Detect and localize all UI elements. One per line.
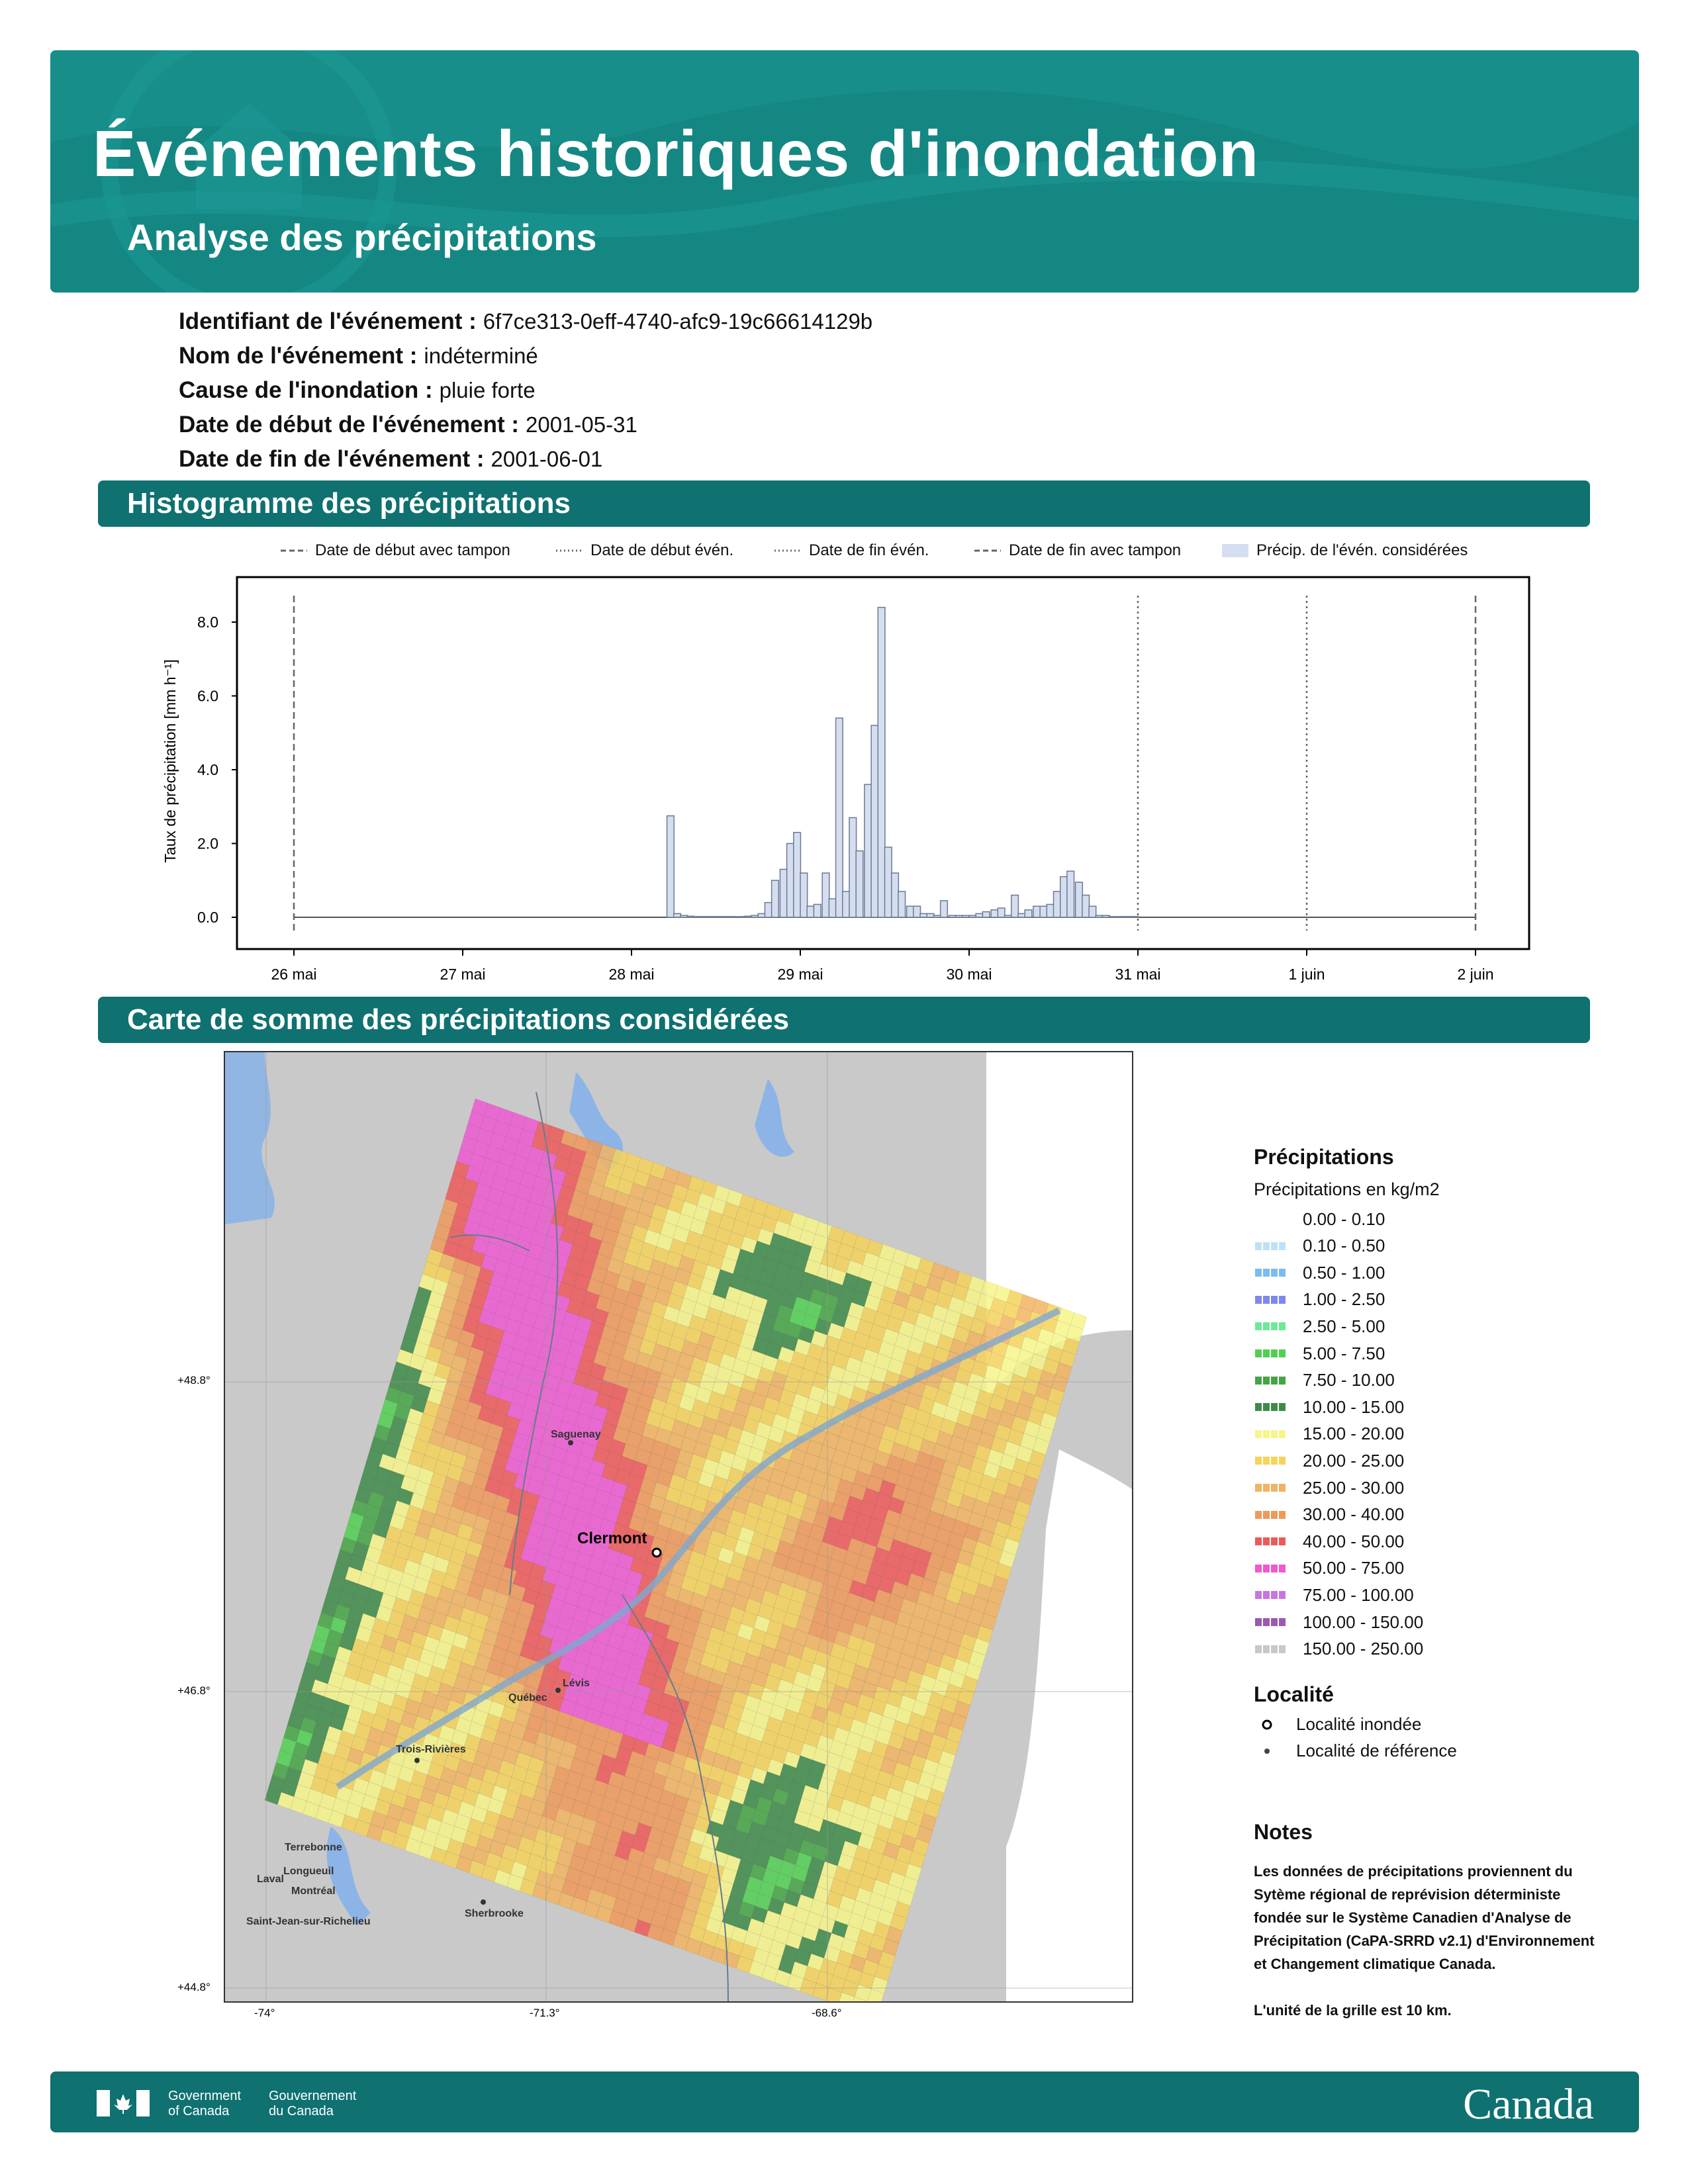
legend-bin-label: 5.00 - 7.50: [1303, 1343, 1385, 1363]
legend-bin-label: 75.00 - 100.00: [1303, 1584, 1414, 1605]
label-quebec: Québec: [508, 1692, 547, 1704]
event-end-row: Date de fin de l'événement : 2001-06-01: [179, 446, 603, 472]
histogram-bar: [1011, 895, 1019, 917]
label-longueuil: Longueuil: [283, 1866, 334, 1877]
legend-bin-label: 15.00 - 20.00: [1303, 1424, 1405, 1444]
histogram-bar: [843, 891, 850, 917]
legend-bin: [1254, 1636, 1423, 1662]
histogram-bar: [1089, 906, 1096, 917]
reference-locality-marker: [414, 1758, 420, 1763]
legend-swatch: [1254, 1430, 1287, 1438]
histogram-bar: [1054, 891, 1061, 917]
event-id-row: Identifiant de l'événement : 6f7ce313-0eff-4740-afc9-19c66614129b: [179, 308, 873, 334]
reference-locality-icon: [1254, 1745, 1280, 1758]
histogram-bar: [933, 915, 941, 917]
label-terrebonne: Terrebonne: [285, 1842, 342, 1853]
label-saint-jean: Saint-Jean-sur-Richelieu: [246, 1916, 371, 1927]
histogram-bar: [758, 913, 765, 917]
histogram-bar: [907, 906, 914, 917]
histogram-bar: [849, 817, 857, 917]
legend-swatch: [1254, 1537, 1287, 1545]
legend-swatch: [1254, 1618, 1287, 1626]
legend-bin: [1254, 1528, 1404, 1555]
event-start-row: Date de début de l'événement : 2001-05-31: [179, 412, 637, 437]
legend-bin-label: 0.10 - 0.50: [1303, 1236, 1385, 1256]
legend-swatch: [1254, 1511, 1287, 1519]
legend-bin-label: 25.00 - 30.00: [1303, 1477, 1405, 1498]
legend-buffer-start: Date de début avec tampon: [315, 541, 510, 559]
legend-bin-label: 2.50 - 5.00: [1303, 1316, 1385, 1336]
notes-body: Les données de précipitations proviennent du Sytème régional de reprévision déterministe fondée sur le Système Canadien d'Analyse de Précipitation (CaPA-SRRD v2.1) d'Environnement et Changement climatique Canada. L'unité de la grille est 10 km.: [1254, 1863, 1595, 2019]
histogram-bar: [1067, 871, 1074, 917]
histogram-bar: [1096, 915, 1103, 917]
histogram-bar: [878, 608, 885, 917]
event-start: 2001-05-31: [526, 412, 637, 437]
event-cause-row: Cause de l'inondation : pluie forte: [179, 377, 536, 403]
lon-label: -68.6°: [812, 2007, 842, 2019]
histogram-bar: [1005, 915, 1012, 917]
legend-swatch: [1254, 1322, 1287, 1330]
legend-bin-label: 0.00 - 0.10: [1303, 1208, 1385, 1229]
precip-legend-title: Précipitations: [1254, 1145, 1394, 1169]
canada-wordmark: Canada: [1463, 2080, 1594, 2128]
event-id: 6f7ce313-0eff-4740-afc9-19c66614129b: [483, 309, 873, 334]
reference-locality-marker: [481, 1899, 486, 1905]
lon-label: -74°: [254, 2007, 275, 2019]
legend-bin-label: 20.00 - 25.00: [1303, 1450, 1405, 1471]
legend-bin: [1254, 1367, 1395, 1394]
histogram-bar: [829, 899, 836, 917]
legend-bin-label: 1.00 - 2.50: [1303, 1289, 1385, 1310]
legend-bin-label: 7.50 - 10.00: [1303, 1370, 1395, 1390]
label-clermont: Clermont: [577, 1529, 647, 1547]
gov-fr: Gouvernement du Canada: [269, 2089, 357, 2118]
legend-swatch: [1254, 1269, 1287, 1277]
histogram-bar: [927, 913, 934, 917]
histogram-bar: [892, 873, 899, 917]
legend-swatch: [1254, 1645, 1287, 1653]
precip-legend-subtitle: Précipitations en kg/m2: [1254, 1179, 1440, 1199]
label-levis: Lévis: [563, 1678, 590, 1689]
y-tick-label: 2.0: [197, 835, 218, 852]
histogram-bar: [667, 816, 675, 917]
histogram-bar: [1033, 906, 1041, 917]
legend-bin: [1254, 1233, 1385, 1259]
notes-title: Notes: [1254, 1820, 1313, 1844]
histogram-bar: [898, 891, 906, 917]
histogram-bar: [885, 847, 892, 917]
histogram-bar: [1018, 913, 1025, 917]
gov-en: Government of Canada: [168, 2089, 242, 2118]
legend-bin: [1254, 1609, 1423, 1635]
precipitation-map: [224, 1051, 1133, 2003]
legend-swatch: [1254, 1377, 1287, 1385]
histogram-bar: [772, 880, 779, 917]
label-montreal: Montréal: [291, 1886, 336, 1897]
legend-bin-label: 100.00 - 150.00: [1303, 1612, 1424, 1632]
histogram-bar: [976, 913, 983, 917]
water-area: [1006, 1449, 1132, 2001]
histogram-bar: [1060, 877, 1068, 917]
legend-bin: [1254, 1502, 1404, 1528]
x-tick-label: 28 mai: [608, 966, 655, 983]
y-axis-label: Taux de précipitation [mm h⁻¹]: [162, 659, 179, 863]
x-tick-label: 26 mai: [271, 966, 317, 983]
legend-swatch: [1254, 1215, 1287, 1223]
legend-swatch: [1254, 1296, 1287, 1304]
label-trois-rivieres: Trois-Rivières: [396, 1744, 466, 1755]
event-name: indéterminé: [424, 343, 538, 368]
histogram-bar: [1102, 915, 1109, 917]
legend-bin: [1254, 1582, 1414, 1608]
legend-swatch: [1254, 1457, 1287, 1465]
legend-bin: [1254, 1475, 1404, 1501]
legend-swatch: [1254, 1403, 1287, 1411]
legend-bin: [1254, 1447, 1404, 1474]
legend-swatch: [1254, 1242, 1287, 1250]
histogram-bar: [941, 901, 948, 917]
legend-bin-label: 40.00 - 50.00: [1303, 1531, 1405, 1551]
histogram-bar: [836, 718, 843, 917]
legend-swatch: [1254, 1484, 1287, 1492]
legend-bin-label: 0.50 - 1.00: [1303, 1262, 1385, 1283]
legend-bin: [1254, 1206, 1385, 1232]
y-tick-label: 8.0: [197, 614, 218, 631]
histogram-bar: [982, 912, 990, 917]
legend-bin-label: 30.00 - 40.00: [1303, 1504, 1405, 1525]
histogram-bar: [800, 873, 808, 917]
histogram-bar: [1040, 906, 1047, 917]
histogram-bar: [1076, 882, 1083, 917]
histogram-bar: [780, 870, 787, 917]
legend-bin: [1254, 1313, 1385, 1340]
legend-swatch: [1254, 1591, 1287, 1599]
histogram-bar: [991, 910, 998, 917]
histogram-bar: [1025, 910, 1032, 917]
lat-label: +48.8°: [177, 1374, 211, 1387]
legend-swatch: [1254, 1349, 1287, 1357]
flooded-locality-marker: [653, 1549, 661, 1557]
legend-bin: [1254, 1259, 1385, 1286]
precip-legend-bins: [1254, 1206, 1519, 1669]
section-map-title: Carte de somme des précipitations considérées: [127, 1003, 790, 1036]
legend-bin-label: 10.00 - 15.00: [1303, 1396, 1405, 1417]
event-end: 2001-06-01: [491, 447, 603, 471]
reference-locality-marker: [568, 1440, 573, 1445]
x-tick-label: 2 juin: [1457, 966, 1494, 983]
histogram-bar: [956, 915, 963, 917]
label-laval: Laval: [257, 1874, 284, 1885]
legend-bin: [1254, 1287, 1385, 1313]
legend-bin: [1254, 1394, 1404, 1420]
map-canvas: [225, 1052, 1132, 2001]
page-subtitle: Analyse des précipitations: [127, 216, 597, 258]
x-tick-label: 27 mai: [440, 966, 486, 983]
histogram-bar: [745, 916, 752, 917]
section-histogram-title: Histogramme des précipitations: [127, 487, 571, 520]
legend-event-end: Date de fin évén.: [809, 541, 929, 559]
lon-label: -71.3°: [530, 2007, 560, 2019]
y-tick-label: 0.0: [197, 909, 218, 926]
histogram-bar: [865, 784, 872, 917]
section-map: [98, 997, 1590, 1043]
lake: [225, 1052, 275, 1224]
lat-label: +46.8°: [177, 1684, 211, 1697]
event-name-row: Nom de l'événement : indéterminé: [179, 343, 538, 369]
reference-locality-marker: [555, 1688, 561, 1693]
x-tick-label: 31 mai: [1115, 966, 1161, 983]
flooded-locality-icon: [1254, 1718, 1280, 1731]
footer: [50, 2071, 1639, 2132]
legend-bin-label: 50.00 - 75.00: [1303, 1558, 1405, 1578]
histogram-bar: [962, 915, 970, 917]
page-title: Événements historiques d'inondation: [93, 117, 1259, 190]
histogram-bar: [1082, 895, 1090, 917]
legend-bin: [1254, 1421, 1404, 1447]
histogram-bar: [914, 906, 921, 917]
histogram-bar: [687, 916, 694, 917]
x-tick-label: 29 mai: [777, 966, 823, 983]
label-sherbrooke: Sherbrooke: [465, 1908, 524, 1919]
histogram-bar: [920, 913, 927, 917]
y-tick-label: 4.0: [197, 761, 218, 778]
histogram-bar: [765, 903, 772, 917]
x-tick-label: 30 mai: [946, 966, 992, 983]
legend-event-start: Date de début évén.: [590, 541, 734, 559]
histogram-bar: [794, 833, 801, 917]
x-tick-label: 1 juin: [1288, 966, 1325, 983]
legend-bin: [1254, 1340, 1385, 1367]
precipitation-histogram: [0, 0, 1688, 993]
legend-bin-label: 150.00 - 250.00: [1303, 1639, 1424, 1659]
event-cause: pluie forte: [439, 378, 536, 402]
histogram-bar: [856, 851, 863, 917]
legend-swatch: [1254, 1565, 1287, 1572]
histogram-bar: [751, 915, 759, 917]
histogram-bar: [680, 915, 688, 917]
legend-bin: [1254, 1555, 1404, 1582]
canada-flag-icon: [97, 2090, 150, 2116]
histogram-bar: [871, 725, 878, 917]
y-tick-label: 6.0: [197, 687, 218, 705]
histogram-bar: [814, 904, 821, 917]
label-saguenay: Saguenay: [551, 1429, 601, 1440]
histogram-bar: [949, 915, 956, 917]
lat-label: +44.8°: [177, 1981, 211, 1993]
legend-flooded: Localité inondée: [1254, 1714, 1421, 1735]
legend-reference: Localité de référence: [1254, 1741, 1457, 1761]
histogram-bar: [787, 844, 794, 918]
histogram-bar: [969, 915, 976, 917]
histogram-bar: [807, 906, 814, 917]
histogram-bar: [998, 908, 1005, 917]
histogram-bar: [1047, 904, 1054, 917]
legend-buffer-end: Date de fin avec tampon: [1009, 541, 1182, 559]
lake: [755, 1079, 794, 1157]
locality-legend-title: Localité: [1254, 1682, 1334, 1706]
histogram-bar: [822, 873, 829, 917]
legend-considered: Précip. de l'évén. considérées: [1222, 541, 1468, 560]
histogram-bar: [674, 913, 681, 917]
